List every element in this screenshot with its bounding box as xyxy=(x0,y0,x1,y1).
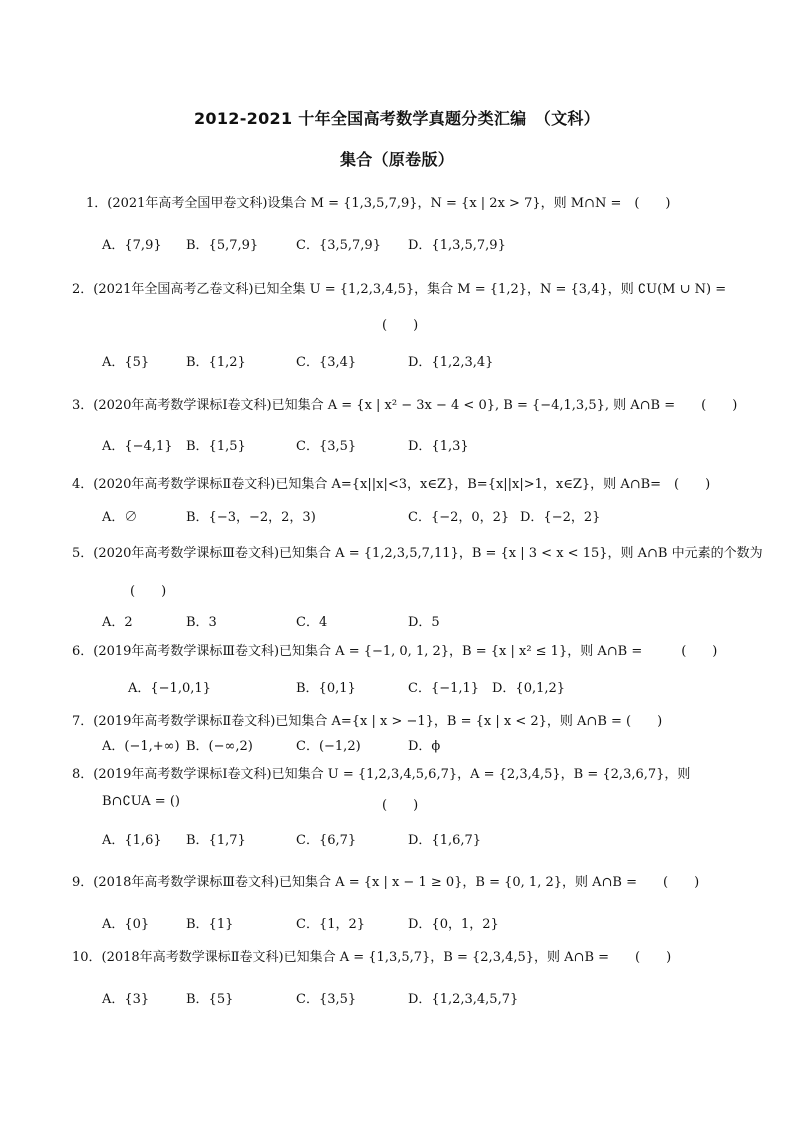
question-7-stem: 7．(2019年高考数学课标Ⅱ卷文科)已知集合 A={x | x > −1}，B = {x | x < 2}，则 A∩B = ( ) xyxy=(72,714,663,729)
question-6-option-c: C．{−1,1} xyxy=(408,681,480,696)
question-9-option-c: C．{1，2} xyxy=(296,917,366,932)
question-1-option-a: A．{7,9} xyxy=(102,238,162,253)
question-7-option-d: D．ϕ xyxy=(408,739,441,754)
question-10-option-a: A．{3} xyxy=(102,992,150,1007)
question-8-paren: ( ) xyxy=(382,798,419,813)
question-5-option-b: B．3 xyxy=(186,615,217,630)
question-7-option-a: A．(−1,+∞) xyxy=(102,739,180,754)
question-2-option-d: D．{1,2,3,4} xyxy=(408,355,494,370)
question-4-option-c: C．{−2，0，2} xyxy=(408,510,510,525)
question-5-option-d: D．5 xyxy=(408,615,440,630)
question-9-stem: 9．(2018年高考数学课标Ⅲ卷文科)已知集合 A = {x | x − 1 ≥ 0}，B = {0, 1, 2}，则 A∩B = ( ) xyxy=(72,875,700,890)
question-6-option-d: D．{0,1,2} xyxy=(492,681,566,696)
question-8-stem: 8．(2019年高考数学课标Ⅰ卷文科)已知集合 U = {1,2,3,4,5,6,7}，A = {2,3,4,5}，B = {2,3,6,7}，则 xyxy=(72,767,691,782)
question-10-option-b: B．{5} xyxy=(186,992,234,1007)
question-7-option-b: B．(−∞,2) xyxy=(186,739,253,754)
question-1-option-d: D．{1,3,5,7,9} xyxy=(408,238,506,253)
question-6-stem: 6．(2019年高考数学课标Ⅲ卷文科)已知集合 A = {−1, 0, 1, 2}，B = {x | x² ≤ 1}，则 A∩B = ( ) xyxy=(72,644,718,659)
question-2-option-c: C．{3,4} xyxy=(296,355,357,370)
question-1-option-b: B．{5,7,9} xyxy=(186,238,259,253)
question-7-option-c: C．(−1,2) xyxy=(296,739,361,754)
question-4-stem: 4．(2020年高考数学课标Ⅱ卷文科)已知集合 A={x||x|<3，x∈Z}，B={x||x|>1，x∈Z}，则 A∩B= ( ) xyxy=(72,477,711,492)
question-3-option-c: C．{3,5} xyxy=(296,439,357,454)
question-3-option-b: B．{1,5} xyxy=(186,439,246,454)
question-6-option-b: B．{0,1} xyxy=(296,681,356,696)
question-5-stem: 5．(2020年高考数学课标Ⅲ卷文科)已知集合 A = {1,2,3,5,7,11}，B = {x | 3 < x < 15}，则 A∩B 中元素的个数为 xyxy=(72,546,763,561)
question-9-option-d: D．{0，1，2} xyxy=(408,917,499,932)
page-subtitle: 集合（原卷版） xyxy=(339,150,455,169)
question-10-stem: 10．(2018年高考数学课标Ⅱ卷文科)已知集合 A = {1,3,5,7}，B = {2,3,4,5}，则 A∩B = ( ) xyxy=(72,950,672,965)
question-3-stem: 3．(2020年高考数学课标Ⅰ卷文科)已知集合 A = {x | x² − 3x − 4 < 0}, B = {−4,1,3,5}, 则 A∩B = ( ) xyxy=(72,398,738,413)
question-5-option-a: A．2 xyxy=(102,615,133,630)
question-9-option-b: B．{1} xyxy=(186,917,234,932)
question-8-option-a: A．{1,6} xyxy=(102,833,162,848)
question-4-option-a: A．∅ xyxy=(102,510,138,525)
question-5-option-c: C．4 xyxy=(296,615,328,630)
question-10-option-d: D．{1,2,3,4,5,7} xyxy=(408,992,519,1007)
question-2-stem: 2．(2021年全国高考乙卷文科)已知全集 U = {1,2,3,4,5}，集合 M = {1,2}，N = {3,4}，则 ∁U(M ∪ N) = xyxy=(72,282,727,297)
page-title: 2012-2021 十年全国高考数学真题分类汇编 （文科） xyxy=(194,109,600,128)
question-5-paren: ( ) xyxy=(130,584,167,599)
question-3-option-d: D．{1,3} xyxy=(408,439,469,454)
question-8-option-b: B．{1,7} xyxy=(186,833,246,848)
question-10-option-c: C．{3,5} xyxy=(296,992,357,1007)
question-8-option-d: D．{1,6,7} xyxy=(408,833,482,848)
question-8-option-c: C．{6,7} xyxy=(296,833,357,848)
question-4-option-d: D．{−2，2} xyxy=(520,510,601,525)
question-3-option-a: A．{−4,1} xyxy=(102,439,173,454)
question-6-option-a: A．{−1,0,1} xyxy=(128,681,211,696)
question-2-option-b: B．{1,2} xyxy=(186,355,246,370)
question-1-stem: 1．(2021年高考全国甲卷文科)设集合 M = {1,3,5,7,9}，N = {x | 2x > 7}，则 M∩N = ( ) xyxy=(86,196,671,211)
question-2-paren: ( ) xyxy=(382,318,419,333)
question-8-stem-line2: B∩∁UA = () xyxy=(102,794,180,809)
question-4-option-b: B．{−3，−2，2，3) xyxy=(186,510,316,525)
question-9-option-a: A．{0} xyxy=(102,917,150,932)
question-1-option-c: C．{3,5,7,9} xyxy=(296,238,381,253)
question-2-option-a: A．{5} xyxy=(102,355,150,370)
